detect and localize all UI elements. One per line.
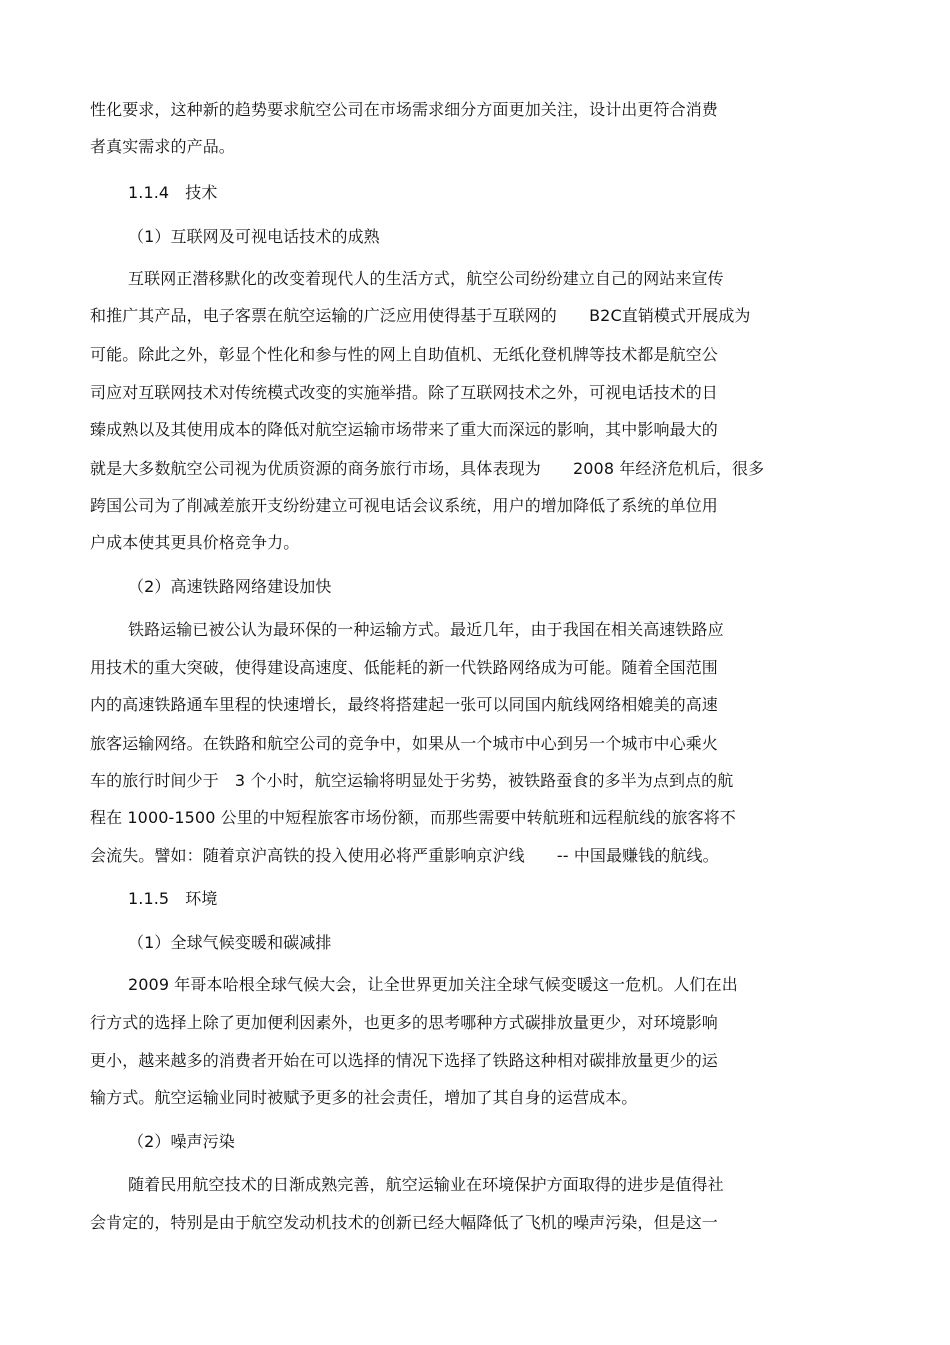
text-line: 内的高速铁路通车里程的快速增长，最终将搭建起一张可以同国内航线网络相媲美的高速 (90, 695, 718, 714)
text-line: 性化要求，这种新的趋势要求航空公司在市场需求细分方面更加关注，设计出更符合消费 (90, 100, 718, 119)
text-line: 会肯定的，特别是由于航空发动机技术的创新已经大幅降低了飞机的噪声污染，但是这一 (90, 1213, 718, 1232)
text-line: 会流失。譬如：随着京沪高铁的投入使用必将严重影响京沪线 -- 中国最赚钱的航线。 (90, 846, 719, 865)
subsection-heading: （1）全球气候变暖和碳减排 (128, 933, 332, 952)
subsection-heading: （1）互联网及可视电话技术的成熟 (128, 227, 380, 246)
subsection-heading: （2）高速铁路网络建设加快 (128, 577, 332, 596)
text-line: 者真实需求的产品。 (90, 137, 235, 156)
text-line: 车的旅行时间少于 3 个小时，航空运输将明显处于劣势，被铁路蚕食的多半为点到点的航 (90, 771, 734, 790)
text-line: 和推广其产品，电子客票在航空运输的广泛应用使得基于互联网的 B2C直销模式开展成为 (90, 306, 751, 325)
text-line: 随着民用航空技术的日渐成熟完善，航空运输业在环境保护方面取得的进步是值得社 (128, 1175, 724, 1194)
text-line: 户成本使其更具价格竞争力。 (90, 533, 300, 552)
section-heading: 1.1.5 环境 (128, 889, 218, 908)
text-line: 输方式。航空运输业同时被赋予更多的社会责任，增加了其自身的运营成本。 (90, 1088, 638, 1107)
text-line: 可能。除此之外，彰显个性化和参与性的网上自助值机、无纸化登机牌等技术都是航空公 (90, 345, 718, 364)
section-heading: 1.1.4 技术 (128, 183, 218, 202)
text-line: 更小，越来越多的消费者开始在可以选择的情况下选择了铁路这种相对碳排放量更少的运 (90, 1051, 718, 1070)
text-line: 行方式的选择上除了更加便利因素外，也更多的思考哪种方式碳排放量更少，对环境影响 (90, 1013, 718, 1032)
text-line: 2009 年哥本哈根全球气候大会，让全世界更加关注全球气候变暖这一危机。人们在出 (128, 975, 738, 994)
text-line: 旅客运输网络。在铁路和航空公司的竞争中，如果从一个城市中心到另一个城市中心乘火 (90, 734, 718, 753)
text-line: 臻成熟以及其使用成本的降低对航空运输市场带来了重大而深远的影响，其中影响最大的 (90, 420, 718, 439)
text-line: 用技术的重大突破，使得建设高速度、低能耗的新一代铁路网络成为可能。随着全国范围 (90, 658, 718, 677)
text-line: 司应对互联网技术对传统模式改变的实施举措。除了互联网技术之外，可视电话技术的日 (90, 383, 718, 402)
text-line: 就是大多数航空公司视为优质资源的商务旅行市场，具体表现为 2008 年经济危机后，很多 (90, 459, 765, 478)
text-line: 铁路运输已被公认为最环保的一种运输方式。最近几年，由于我国在相关高速铁路应 (128, 620, 724, 639)
text-line: 程在 1000-1500 公里的中短程旅客市场份额，而那些需要中转航班和远程航线的旅客将不 (90, 808, 736, 827)
text-line: 互联网正潜移默化的改变着现代人的生活方式，航空公司纷纷建立自己的网站来宣传 (128, 269, 724, 288)
text-line: 跨国公司为了削减差旅开支纷纷建立可视电话会议系统，用户的增加降低了系统的单位用 (90, 496, 718, 515)
subsection-heading: （2）噪声污染 (128, 1132, 235, 1151)
